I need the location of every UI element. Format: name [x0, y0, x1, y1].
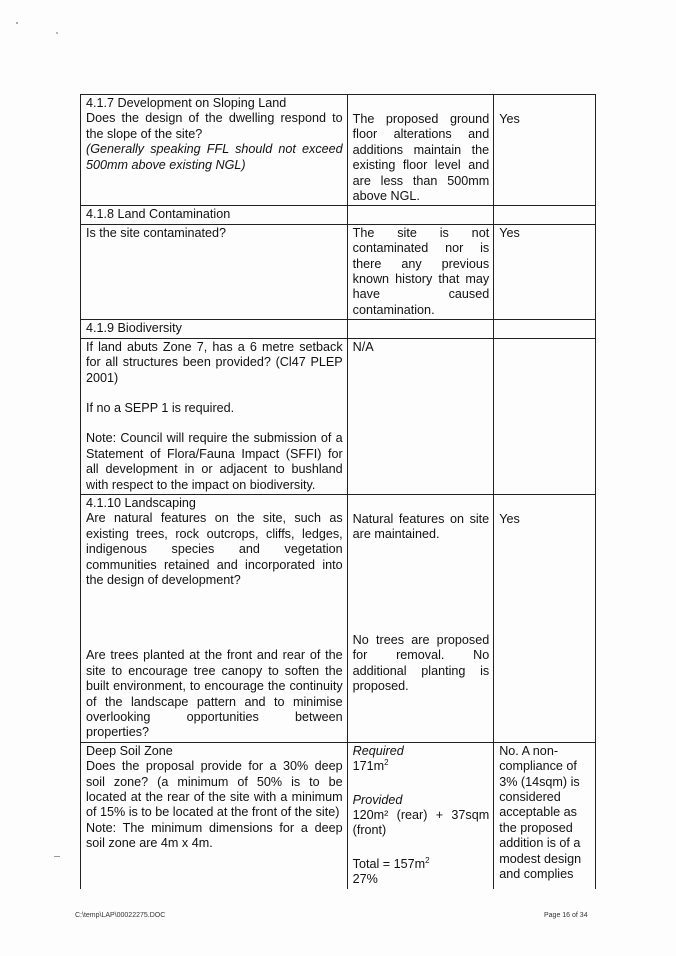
- response-cell: [347, 494, 494, 742]
- empty-cell: [494, 320, 596, 338]
- complies-cell: [494, 224, 596, 319]
- complies-text: Yes: [499, 112, 520, 126]
- response-text: N/A: [352, 339, 374, 354]
- response-text: No trees are proposed for removal. No additional planting is proposed.: [352, 632, 490, 693]
- scan-speck: [56, 32, 58, 34]
- table-row: [81, 206, 596, 224]
- table-row: [81, 320, 596, 338]
- provided-value: 120m² (rear) + 37sqm (front): [352, 808, 490, 838]
- response-cell: [347, 338, 494, 494]
- criteria-cell: [81, 224, 348, 319]
- criteria-cell: [81, 95, 348, 206]
- section-heading: Deep Soil Zone: [86, 743, 173, 758]
- section-heading: 4.1.7 Development on Sloping Land: [86, 96, 287, 110]
- table-row: [81, 224, 596, 319]
- response-cell: [347, 742, 494, 888]
- criteria-note: Note: The minimum dimensions for a deep soil zone are 4m x 4m.: [86, 820, 343, 851]
- table-row: [81, 338, 596, 494]
- scan-speck: [16, 22, 18, 24]
- criteria-cell: [81, 742, 348, 888]
- empty-cell: [347, 206, 494, 224]
- table-row: [81, 494, 596, 742]
- criteria-question: Are natural features on the site, such as existing trees, rock outcrops, cliffs, ledges, indigenous species and vegetation communities retained and incorporated into the design of development?: [86, 511, 343, 587]
- criteria-note: Note: Council will require the submission of a Statement of Flora/Fauna Impact (SFFI) for all development in or adjacent to bushland with respect to the impact on biodiversity.: [86, 431, 343, 492]
- complies-cell: [494, 742, 596, 888]
- section-heading: 4.1.8 Land Contamination: [86, 207, 231, 222]
- provided-label: Provided: [352, 792, 403, 807]
- complies-cell: [494, 494, 596, 742]
- footer-page-number: Page 16 of 34: [544, 912, 588, 919]
- criteria-cell: [81, 338, 348, 494]
- criteria-note: (Generally speaking FFL should not exceed 500mm above existing NGL): [86, 142, 343, 172]
- footer-file-path: C:\temp\LAP\00022275.DOC: [75, 912, 166, 919]
- assessment-table: [80, 94, 596, 889]
- required-label: Required: [352, 743, 404, 758]
- section-heading: 4.1.9 Biodiversity: [86, 321, 182, 336]
- required-value: $171m^2$: [352, 758, 389, 774]
- percent-value: 27%: [352, 872, 378, 887]
- response-text: The proposed ground floor alterations and additions maintain the existing floor level and are less than 500mm above NGL.: [352, 112, 490, 204]
- table-row: [81, 742, 596, 888]
- complies-text: No. A non-compliance of 3% (14sqm) is considered acceptable as the proposed addition is of a modest design and complies: [499, 743, 582, 882]
- response-cell: [347, 95, 494, 206]
- empty-cell: [347, 320, 494, 338]
- criteria-question: If land abuts Zone 7, has a 6 metre setback for all structures been provided? (Cl47 PLEP 2001): [86, 339, 343, 385]
- criteria-question: Does the proposal provide for a 30% deep soil zone? (a minimum of 50% is to be located at the rear of the site with a minimum of 15% is to be located at the front of the site): [86, 759, 343, 820]
- criteria-sepp: If no a SEPP 1 is required.: [86, 400, 235, 415]
- criteria-question: Are trees planted at the front and rear of the site to encourage tree canopy to soften the built environment, to encourage the continuity of the landscape pattern and to minimise overlooking opportunities between properties?: [86, 648, 343, 740]
- section-heading-cell: [81, 320, 348, 338]
- criteria-question: Is the site contaminated?: [86, 225, 227, 240]
- complies-cell: [494, 95, 596, 206]
- section-heading-cell: [81, 206, 348, 224]
- total-value: Total = $157m^2$: [352, 855, 430, 871]
- criteria-question: Does the design of the dwelling respond to the slope of the site?: [86, 111, 343, 141]
- scan-mark: [54, 856, 60, 857]
- complies-cell: [494, 338, 596, 494]
- table-row: [81, 95, 596, 206]
- empty-cell: [494, 206, 596, 224]
- complies-text: Yes: [499, 511, 520, 526]
- section-heading: 4.1.10 Landscaping: [86, 495, 196, 510]
- response-text: Natural features on site are maintained.: [352, 511, 490, 542]
- response-text: The site is not contaminated nor is there any previous known history that may have caused contamination.: [352, 225, 490, 317]
- criteria-cell: [81, 494, 348, 742]
- response-cell: [347, 224, 494, 319]
- complies-text: Yes: [499, 225, 520, 240]
